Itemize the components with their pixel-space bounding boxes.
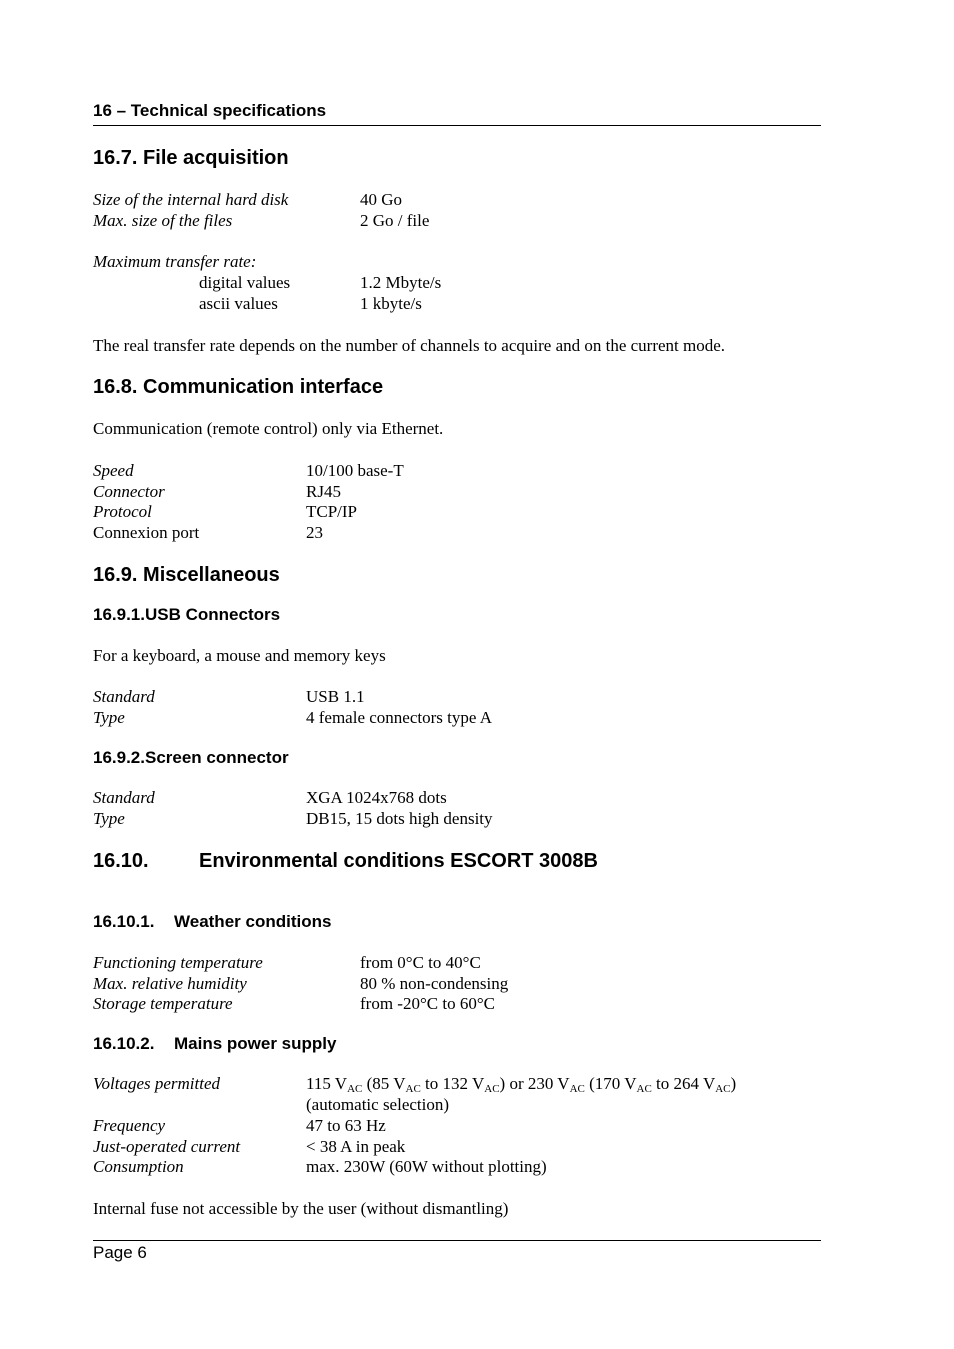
spec-value: 2 Go / file	[360, 211, 430, 230]
spec-label: Type	[93, 809, 125, 828]
spec-label: Consumption	[93, 1157, 184, 1176]
section-heading-16-9: 16.9. Miscellaneous	[93, 564, 280, 586]
spec-value: from -20°C to 60°C	[360, 994, 495, 1013]
section-title-16-10: Environmental conditions ESCORT 3008B	[199, 850, 598, 872]
spec-label: Just-operated current	[93, 1137, 241, 1156]
spec-value: max. 230W (60W without plotting)	[306, 1157, 547, 1176]
spec-value: XGA 1024x768 dots	[306, 788, 447, 807]
subsection-title-16-10-1: Weather conditions	[174, 912, 332, 931]
transfer-rate-label: Maximum transfer rate:	[93, 252, 257, 271]
paragraph: For a keyboard, a mouse and memory keys	[93, 646, 386, 665]
footer-rule	[93, 1240, 821, 1241]
spec-value: 80 % non-condensing	[360, 974, 509, 993]
subsection-number-16-10-2: 16.10.2.	[93, 1034, 155, 1053]
paragraph: Communication (remote control) only via Ethernet.	[93, 419, 444, 438]
header-rule	[93, 125, 821, 126]
spec-label: Size of the internal hard disk	[93, 190, 289, 209]
section-heading-16-8: 16.8. Communication interface	[93, 376, 384, 398]
subsection-heading-16-9-1: 16.9.1.USB Connectors	[93, 605, 281, 624]
spec-label: Frequency	[93, 1116, 166, 1135]
spec-label: Speed	[93, 461, 134, 480]
page-number: Page 6	[93, 1243, 147, 1262]
spec-value: RJ45	[306, 482, 341, 501]
subsection-number-16-10-1: 16.10.1.	[93, 912, 155, 931]
spec-label: Connexion port	[93, 523, 200, 542]
spec-value: 23	[306, 523, 323, 542]
spec-value: 4 female connectors type A	[306, 708, 492, 727]
section-number-16-10: 16.10.	[93, 850, 149, 872]
spec-label: ascii values	[199, 294, 278, 313]
spec-label: Max. relative humidity	[93, 974, 247, 993]
running-header: 16 – Technical specifications	[93, 101, 327, 120]
spec-value: 1 kbyte/s	[360, 294, 422, 313]
paragraph: Internal fuse not accessible by the user (without dismantling)	[93, 1199, 509, 1218]
subsection-heading-16-9-2: 16.9.2.Screen connector	[93, 748, 289, 767]
spec-value: USB 1.1	[306, 687, 365, 706]
spec-value: DB15, 15 dots high density	[306, 809, 493, 828]
voltages-value: 115 $V_{AC}$ (85 $V_{AC}$ to 132 $V_{AC}$) or 230 $V_{AC}$ (170 $V_{AC}$ to 264 $V_{AC}$)	[306, 1074, 737, 1095]
section-heading-16-7: 16.7. File acquisition	[93, 147, 289, 169]
spec-label: Type	[93, 708, 125, 727]
spec-label: Standard	[93, 687, 155, 706]
spec-value: TCP/IP	[306, 502, 358, 521]
spec-label: Protocol	[93, 502, 152, 521]
spec-value: from 0°C to 40°C	[360, 953, 481, 972]
voltages-note: (automatic selection)	[306, 1095, 450, 1114]
spec-label: Functioning temperature	[93, 953, 263, 972]
spec-label: Standard	[93, 788, 155, 807]
spec-label: Voltages permitted	[93, 1074, 221, 1093]
spec-value: 1.2 Mbyte/s	[360, 273, 442, 292]
spec-label: Max. size of the files	[93, 211, 233, 230]
spec-value: 47 to 63 Hz	[306, 1116, 386, 1135]
paragraph: The real transfer rate depends on the number of channels to acquire and on the current mode.	[93, 336, 726, 355]
spec-label: Connector	[93, 482, 165, 501]
spec-label: digital values	[199, 273, 291, 292]
spec-value: 10/100 base-T	[306, 461, 404, 480]
subsection-title-16-10-2: Mains power supply	[174, 1034, 337, 1053]
spec-value: 40 Go	[360, 190, 403, 209]
spec-label: Storage temperature	[93, 994, 233, 1013]
spec-value: < 38 A in peak	[306, 1137, 406, 1156]
